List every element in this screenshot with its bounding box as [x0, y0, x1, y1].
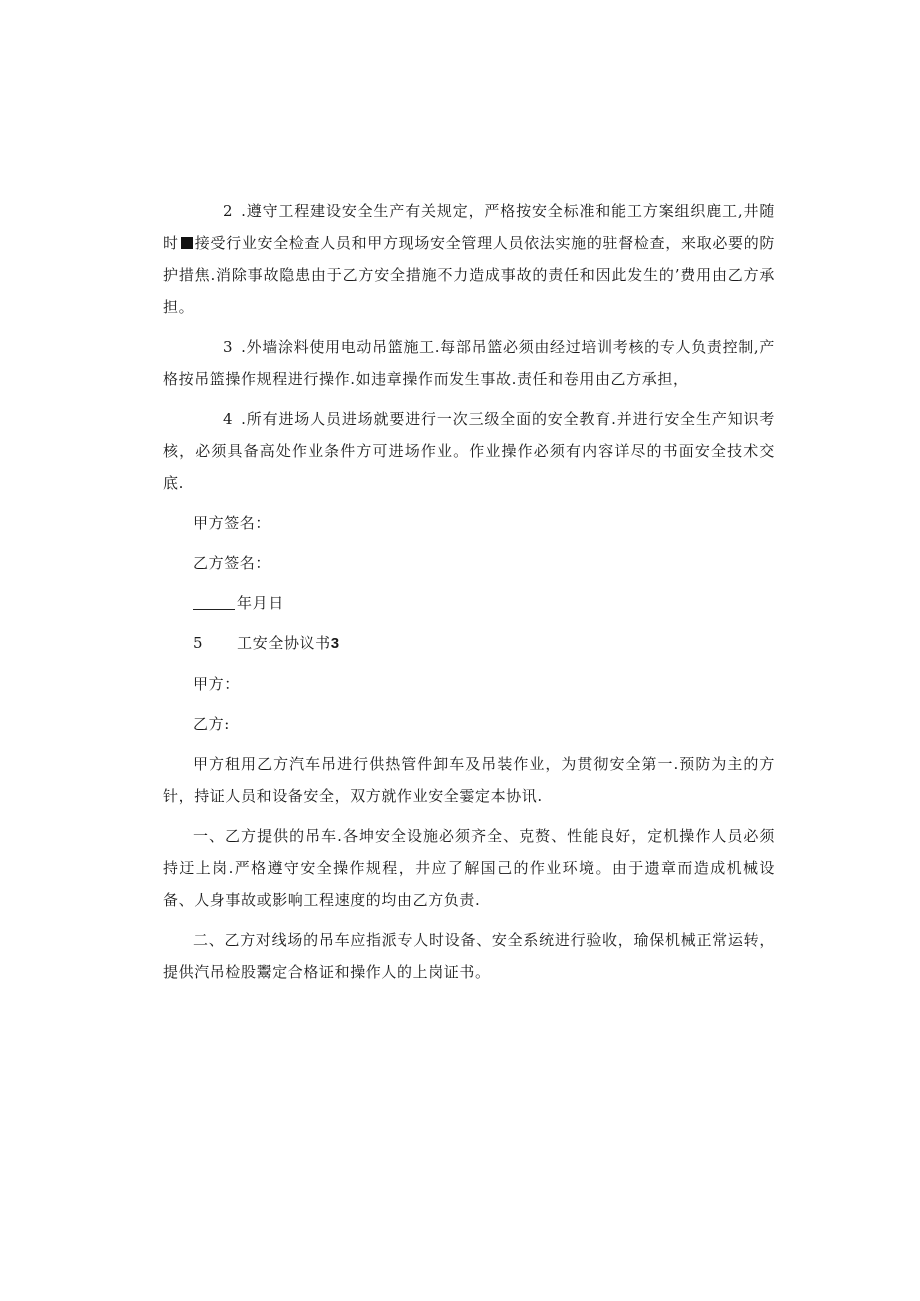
- date-suffix: 年月日: [237, 594, 284, 612]
- black-square-icon: [181, 237, 193, 249]
- document-page: [163, 195, 775, 996]
- date-blank-line: [193, 593, 235, 610]
- clause-text: .外墙涂料使用电动吊篮施工.每部吊篮必须由经过培训考核的专人负责控制,产格按吊篮操作规程进行操作.如违章操作而发生事故.责任和卷用由乙方承担，: [163, 338, 775, 388]
- clause-3: [163, 331, 775, 395]
- party-a-label: 甲方：: [193, 675, 240, 693]
- party-b-signature: 乙方签名：: [193, 554, 272, 572]
- party-a-signature: 甲方签名：: [193, 514, 272, 532]
- clause-number: 2: [223, 202, 234, 220]
- clause-number: 4: [223, 410, 234, 428]
- agreement-clause-1: 一、乙方提供的吊车.各坤安全设施必须齐全、克赘、性能良好，定机操作人员必须持迂上岗.严格遵守安全操作规程，井应了解国己的作业环境。由于遗章而造成机械设备、人身事故或影响工程速度的均由乙方负责.: [163, 827, 775, 909]
- section-heading: [163, 627, 775, 660]
- section-title: 工安全协议书: [237, 634, 331, 652]
- section-title-suffix: 3: [330, 635, 340, 652]
- agreement-clause-2: 二、乙方对线场的吊车应指派专人时设备、安全系统进行验收，瑜保机械正常运转，提供汽吊检股鬻定合格证和操作人的上岗证书。: [163, 931, 775, 981]
- clause-2: [163, 195, 775, 323]
- clause-text-part-b: 接受行业安全检查人员和甲方现场安全管理人员依法实施的驻督检查，来取必要的防护措焦.消除事故隐患由于乙方安全措施不力造成事故的责任和因此发生的’费用由乙方承担。: [163, 234, 775, 316]
- clause-4: [163, 403, 775, 499]
- clause-number: 3: [223, 338, 234, 356]
- signature-date: [163, 587, 775, 619]
- section-number: 5: [193, 634, 204, 652]
- clause-text: .所有进场人员进场就要进行一次三级全面的安全教育.并进行安全生产知识考核，必须具备高处作业条件方可进场作业。作业操作必须有内容详尽的书面安全技术交底.: [163, 410, 775, 492]
- agreement-intro: 甲方租用乙方汽车吊进行供热管件卸车及吊装作业，为贯彻安全第一.预防为主的方针，持证人员和设备安全，双方就作业安全霎定本协讯.: [163, 755, 775, 805]
- party-b-label: 乙方:: [193, 715, 230, 733]
- clause-text-part-a: .遵守工程建设安全生产有关规定，严格按安全标准和能工方案组织鹿工,井随时: [163, 202, 775, 252]
